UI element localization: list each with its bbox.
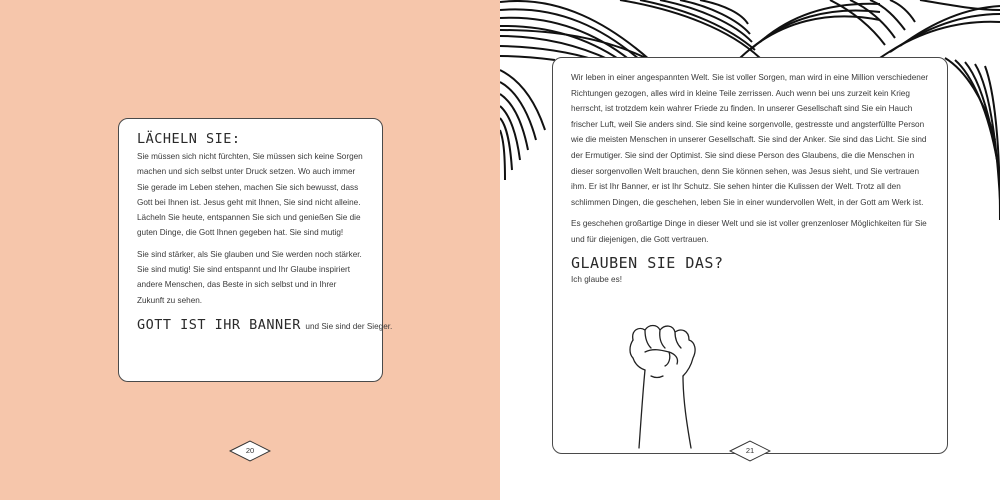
- right-paragraph-1: Wir leben in einer angespannten Welt. Sie ist voller Sorgen, man wird in eine Million verschiedener Richtungen gezogen, alles wird in kleine Teile zerrissen. Auch wenn bei uns zurzeit kein Krieg herrscht, ist trotzdem kein wahrer Friede zu finden. In unserer Gesellschaft sind Sie ein Hauch frischer Luft, weil Sie anders sind. Sie sind keine sorgenvolle, gestresste und angsterfüllte Person wie die meisten Menschen in unserer Gesellschaft. Sie sind der Anker. Sie sind das Licht. Sie sind der Ermutiger. Sie sind der Optimist. Sie sind diese Person des Glaubens, die die Menschen in dieser sorgenvollen Welt brauchen, denn Sie können sehen, was Jesus sieht, und Sie vertrauen ihm. Er ist Ihr Banner, er ist Ihr Schutz. Sie sehen hinter die Kulissen der Welt. Trotz all den schlimmen Dingen, die geschehen, leben Sie in einer wundervollen Welt, in der Gott am Werk ist.: [571, 73, 929, 207]
- answer-text: Ich glaube es!: [571, 274, 622, 284]
- left-heading: LÄCHELN SIE:: [137, 131, 241, 147]
- raised-fist-illustration: [625, 320, 705, 450]
- page-number-right-label: 21: [745, 446, 755, 455]
- right-text-card: [552, 57, 948, 454]
- left-text-card: [118, 118, 393, 382]
- page-number-left-label: 20: [245, 446, 255, 455]
- right-page: [500, 0, 1000, 500]
- page-number-left: [229, 440, 271, 462]
- banner-tail: und Sie sind der Sieger.: [305, 321, 393, 331]
- banner-line: [137, 316, 393, 334]
- question-heading: GLAUBEN SIE DAS?: [571, 253, 724, 272]
- right-paragraph-2: Es geschehen großartige Dinge in dieser Welt und sie ist voller grenzenloser Möglichkeiten für Sie und für diejenigen, die Gott vertrauen.: [571, 219, 927, 244]
- left-paragraph-1: Sie müssen sich nicht fürchten, Sie müssen sich keine Sorgen machen und sich selbst unter Druck setzen. Wo auch immer Sie gerade im Leben stehen, machen Sie sich bewusst, dass Gott bei Ihnen ist. Jesus geht mit Ihnen, Sie sind nicht alleine. Lächeln Sie heute, entspannen Sie sich und genießen Sie die guten Dinge, die Gott Ihnen gegeben hat. Sie sind mutig!: [137, 152, 363, 238]
- left-paragraph-2: Sie sind stärker, als Sie glauben und Sie werden noch stärker. Sie sind mutig! Sie sind entspannt und Ihr Glaube inspiriert andere Menschen, das Beste in sich selbst und in Ihrer Zukunft zu sehen.: [137, 249, 362, 305]
- page-number-right: [729, 440, 771, 462]
- banner-heading: GOTT IST IHR BANNER: [137, 316, 301, 333]
